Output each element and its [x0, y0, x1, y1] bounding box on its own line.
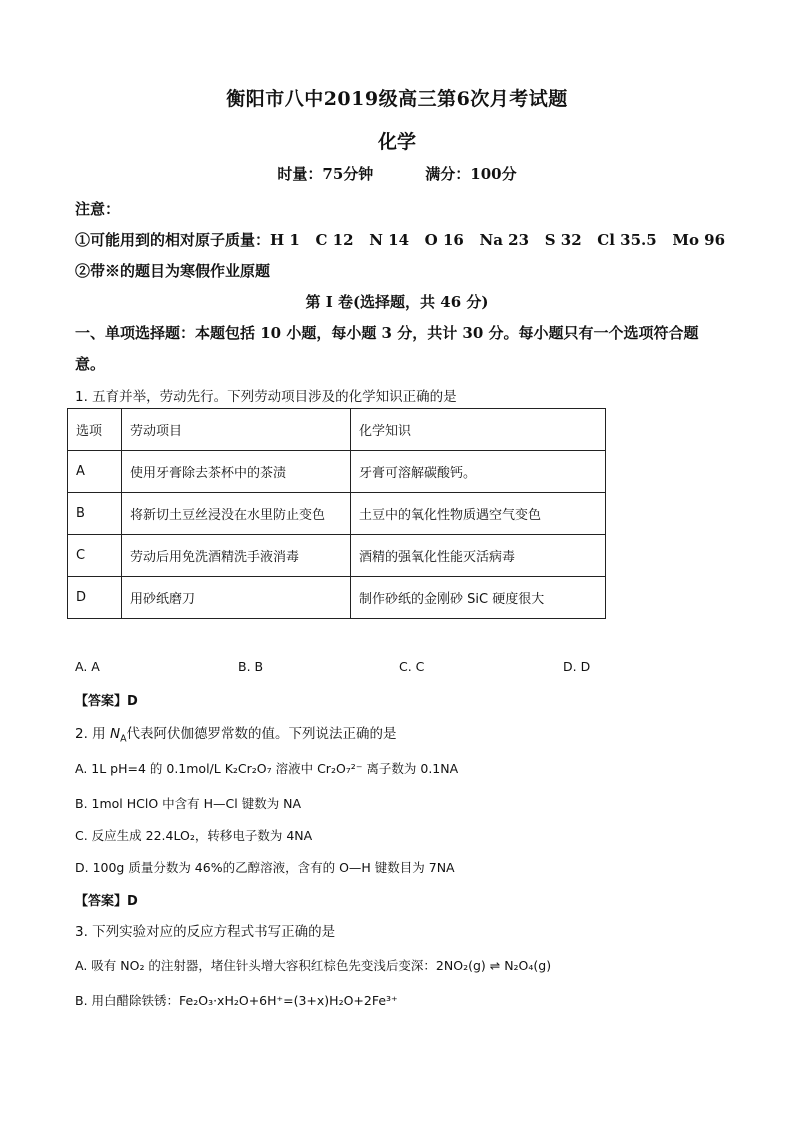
- q3-option-b: B. 用白醋除铁锈：Fe₂O₃·xH₂O+6H⁺=(3+x)H₂O+2Fe³⁺: [75, 993, 398, 1008]
- q1-choice-c: C. C: [399, 659, 425, 674]
- q2-option-b: B. 1mol HClO 中含有 H—Cl 键数为 NA: [75, 796, 302, 811]
- time-score-line: [0, 163, 794, 184]
- full-score: 满分：100分: [425, 165, 517, 183]
- q1-choice-d: D. D: [563, 659, 591, 674]
- q1-table: [67, 408, 606, 619]
- table-cell: A: [68, 451, 122, 493]
- section-instruction-line2: 意。: [75, 355, 106, 373]
- table-cell: 将新切土豆丝浸没在水里防止变色: [122, 493, 351, 535]
- table-cell: B: [68, 493, 122, 535]
- table-cell: 土豆中的氧化性物质遇空气变色: [351, 493, 606, 535]
- table-cell: 使用牙膏除去茶杯中的茶渍: [122, 451, 351, 493]
- table-cell: D: [68, 577, 122, 619]
- time-limit: 时量：75分钟: [277, 165, 374, 183]
- q1-stem: 1. 五育并举，劳动先行。下列劳动项目涉及的化学知识正确的是: [75, 389, 457, 405]
- table-row: [68, 451, 606, 493]
- table-cell: 劳动后用免洗酒精洗手液消毒: [122, 535, 351, 577]
- q1-choice-a: A. A: [75, 659, 100, 674]
- q3-option-a: A. 吸有 NO₂ 的注射器，堵住针头增大容积红棕色先变浅后变深：2NO₂(g) ⇌ N₂O₄(g): [75, 958, 552, 973]
- notice-heading: 注意：: [75, 200, 121, 218]
- section-instruction-line1: 一、单项选择题：本题包括 10 小题，每小题 3 分，共计 30 分。每小题只有一个选项符合题: [75, 324, 699, 342]
- header-cell: 化学知识: [351, 409, 606, 451]
- q1-choice-b: B. B: [238, 659, 264, 674]
- winter-homework-note: ②带※的题目为寒假作业原题: [75, 262, 271, 280]
- table-cell: 制作砂纸的金刚砂 SiC 硬度很大: [351, 577, 606, 619]
- table-header-row: [68, 409, 606, 451]
- table-cell: 酒精的强氧化性能灭活病毒: [351, 535, 606, 577]
- table-cell: C: [68, 535, 122, 577]
- header-cell: 选项: [68, 409, 122, 451]
- q2-option-d: D. 100g 质量分数为 46%的乙醇溶液，含有的 O—H 键数目为 7NA: [75, 860, 455, 875]
- table-cell: 牙膏可溶解碳酸钙。: [351, 451, 606, 493]
- q2-stem: 2. 用 $N_A$代表阿伏伽德罗常数的值。下列说法正确的是: [75, 726, 397, 745]
- table-row: [68, 577, 606, 619]
- part1-title: 第 I 卷(选择题，共 46 分): [305, 293, 489, 311]
- q1-answer: 【答案】D: [75, 694, 138, 709]
- q2-option-a: A. 1L pH=4 的 0.1mol/L K₂Cr₂O₇ 溶液中 Cr₂O₇²⁻ 离子数为 0.1NA: [75, 761, 459, 776]
- table-row: [68, 493, 606, 535]
- table-row: [68, 535, 606, 577]
- q2-answer: 【答案】D: [75, 894, 138, 909]
- exam-title: 衡阳市八中2019级高三第6次月考试题: [226, 88, 568, 110]
- atomic-mass-note: ①可能用到的相对原子质量：H 1 C 12 N 14 O 16 Na 23 S 32 Cl 35.5 Mo 96: [75, 231, 726, 249]
- q2-option-c: C. 反应生成 22.4LO₂，转移电子数为 4NA: [75, 828, 313, 843]
- subject-title: 化学: [377, 131, 416, 153]
- header-cell: 劳动项目: [122, 409, 351, 451]
- q3-stem: 3. 下列实验对应的反应方程式书写正确的是: [75, 924, 336, 940]
- table-cell: 用砂纸磨刀: [122, 577, 351, 619]
